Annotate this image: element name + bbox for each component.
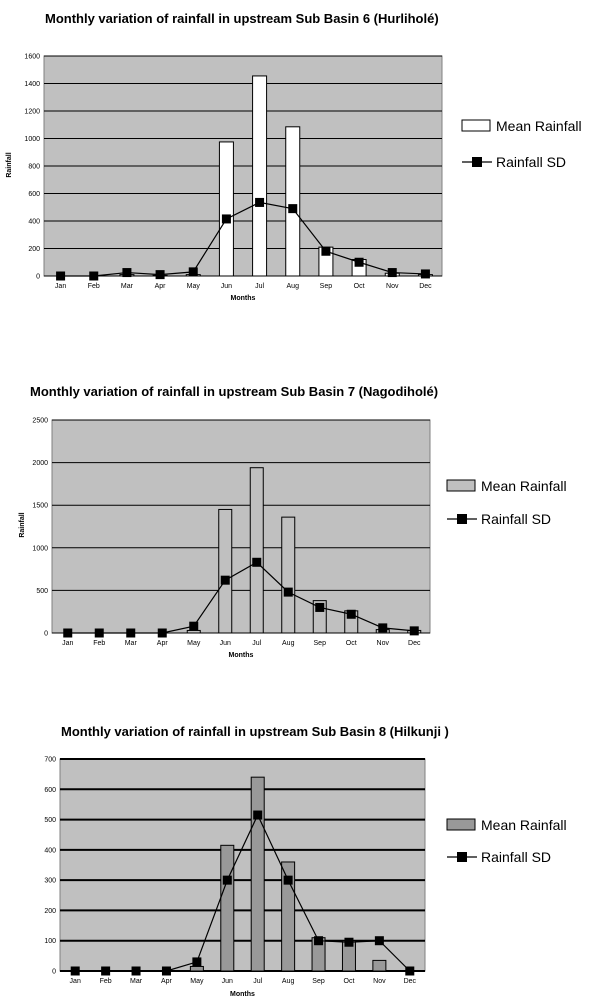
sd-marker (189, 622, 198, 631)
sd-marker (355, 258, 364, 267)
y-tick-label: 400 (44, 847, 56, 855)
chart-title: Monthly variation of rainfall in upstream Sub Basin 6 (Hurliholé) (45, 11, 439, 26)
x-tick-label: Dec (408, 640, 421, 647)
x-tick-label: Nov (386, 283, 399, 290)
x-tick-label: Dec (403, 978, 417, 985)
sd-marker (162, 967, 171, 976)
legend-marker-sd (457, 852, 467, 862)
sd-marker (321, 247, 330, 256)
x-tick-label: Mar (120, 283, 133, 290)
x-tick-label: Mar (130, 978, 143, 985)
x-tick-label: Sep (319, 283, 333, 290)
y-tick-label: 2000 (32, 460, 48, 468)
bar (219, 509, 232, 633)
x-tick-label: Feb (87, 283, 100, 290)
bar (221, 845, 234, 971)
legend (447, 478, 567, 527)
y-tick-label: 600 (28, 191, 40, 198)
x-axis-label: Months (230, 295, 256, 302)
sd-marker (221, 576, 230, 585)
bar (286, 127, 300, 276)
x-tick-label: Jul (255, 283, 265, 290)
x-tick-label: Apr (156, 640, 168, 647)
bar (190, 966, 203, 971)
y-tick-label: 500 (44, 817, 56, 825)
sd-marker (344, 938, 353, 947)
plot-area (60, 759, 425, 971)
sd-marker (284, 588, 293, 597)
y-tick-label: 100 (44, 938, 56, 946)
y-tick-label: 2500 (32, 417, 48, 425)
y-tick-label: 1000 (32, 545, 48, 553)
sd-marker (126, 629, 135, 638)
sd-marker (56, 272, 65, 281)
legend-marker-sd (472, 157, 482, 167)
legend-label: Rainfall SD (481, 511, 552, 527)
legend-marker-sd (457, 514, 467, 524)
sd-marker (95, 629, 104, 638)
legend-label: Rainfall SD (481, 849, 552, 865)
x-tick-label: Feb (93, 640, 106, 647)
sd-marker (315, 603, 324, 612)
y-tick-label: 200 (44, 907, 56, 915)
x-tick-label: Aug (282, 640, 295, 647)
sd-marker (253, 811, 262, 820)
y-tick-label: 300 (44, 877, 56, 885)
sd-marker (405, 967, 414, 976)
chart-2 (19, 384, 567, 659)
chart-title: Monthly variation of rainfall in upstream Sub Basin 7 (Nagodiholé) (30, 384, 439, 399)
x-tick-label: Jan (62, 640, 74, 647)
legend-swatch-mean (462, 120, 490, 131)
bar (187, 630, 200, 633)
sd-marker (63, 629, 72, 638)
x-tick-label: Oct (343, 978, 355, 985)
y-tick-label: 1600 (24, 53, 40, 61)
y-tick-label: 200 (28, 246, 40, 253)
y-tick-label: 600 (44, 786, 56, 794)
plot-area (52, 420, 430, 633)
x-tick-label: Feb (99, 978, 112, 985)
x-tick-label: Apr (154, 283, 166, 290)
sd-marker (71, 967, 80, 976)
sd-marker (132, 967, 141, 976)
sd-marker (284, 876, 293, 885)
sd-marker (192, 957, 201, 966)
bar (219, 142, 233, 276)
x-tick-label: Jan (69, 978, 81, 985)
y-tick-label: 0 (44, 630, 48, 638)
y-tick-label: 500 (36, 587, 48, 595)
sd-marker (89, 272, 98, 281)
y-tick-label: 1200 (24, 108, 40, 116)
x-tick-label: Oct (345, 640, 357, 647)
x-tick-label: May (187, 640, 201, 647)
bar (250, 468, 263, 633)
legend-swatch-mean (447, 819, 475, 830)
sd-marker (347, 610, 356, 619)
y-axis-label: Rainfall (19, 512, 26, 538)
sd-marker (421, 269, 430, 278)
chart-3 (44, 724, 566, 998)
chart-title: Monthly variation of rainfall in upstream Sub Basin 8 (Hilkunji ) (61, 724, 449, 739)
sd-marker (375, 936, 384, 945)
x-tick-label: Jan (54, 283, 67, 290)
y-tick-label: 1000 (24, 136, 40, 143)
x-tick-label: Sep (313, 640, 326, 647)
sd-marker (255, 198, 264, 207)
x-tick-label: May (190, 978, 204, 985)
sd-marker (122, 268, 131, 277)
legend (462, 118, 582, 170)
x-tick-label: Jun (221, 978, 233, 985)
legend (447, 817, 567, 865)
sd-marker (223, 876, 232, 885)
y-tick-label: 0 (36, 273, 40, 281)
sd-marker (222, 214, 231, 223)
x-tick-label: Mar (124, 640, 137, 647)
sd-marker (378, 623, 387, 632)
x-tick-label: May (186, 283, 200, 290)
sd-marker (388, 268, 397, 277)
sd-marker (314, 936, 323, 945)
x-axis-label: Months (230, 991, 255, 998)
x-tick-label: Aug (286, 283, 299, 290)
sd-marker (288, 204, 297, 213)
sd-marker (189, 267, 198, 276)
sd-marker (410, 626, 419, 635)
x-tick-label: Jun (220, 283, 233, 290)
y-tick-label: 1500 (32, 502, 48, 510)
x-tick-label: Nov (376, 640, 389, 647)
x-tick-label: Dec (419, 283, 432, 290)
y-axis-label: Rainfall (6, 152, 13, 178)
x-tick-label: Nov (373, 978, 386, 985)
x-tick-label: Jul (252, 640, 262, 647)
bar (253, 76, 267, 276)
legend-label: Mean Rainfall (496, 118, 582, 134)
y-tick-label: 700 (44, 756, 56, 764)
y-tick-label: 400 (28, 218, 40, 226)
x-tick-label: Sep (312, 978, 325, 985)
y-tick-label: 0 (52, 968, 56, 976)
legend-label: Mean Rainfall (481, 817, 567, 833)
bar (251, 777, 264, 971)
x-axis-label: Months (228, 652, 254, 659)
chart-1 (6, 11, 582, 302)
x-tick-label: Apr (161, 978, 172, 985)
bar (373, 960, 386, 971)
legend-label: Rainfall SD (496, 154, 567, 170)
x-tick-label: Oct (353, 283, 365, 290)
y-tick-label: 1400 (24, 81, 40, 88)
sd-marker (158, 629, 167, 638)
x-tick-label: Jul (253, 978, 263, 985)
bar (282, 517, 295, 633)
x-tick-label: Aug (281, 978, 295, 985)
y-tick-label: 800 (28, 163, 40, 171)
legend-swatch-mean (447, 480, 475, 491)
sd-marker (156, 270, 165, 279)
x-tick-label: Jun (219, 640, 231, 647)
legend-label: Mean Rainfall (481, 478, 567, 494)
sd-marker (252, 558, 261, 567)
sd-marker (101, 967, 110, 976)
